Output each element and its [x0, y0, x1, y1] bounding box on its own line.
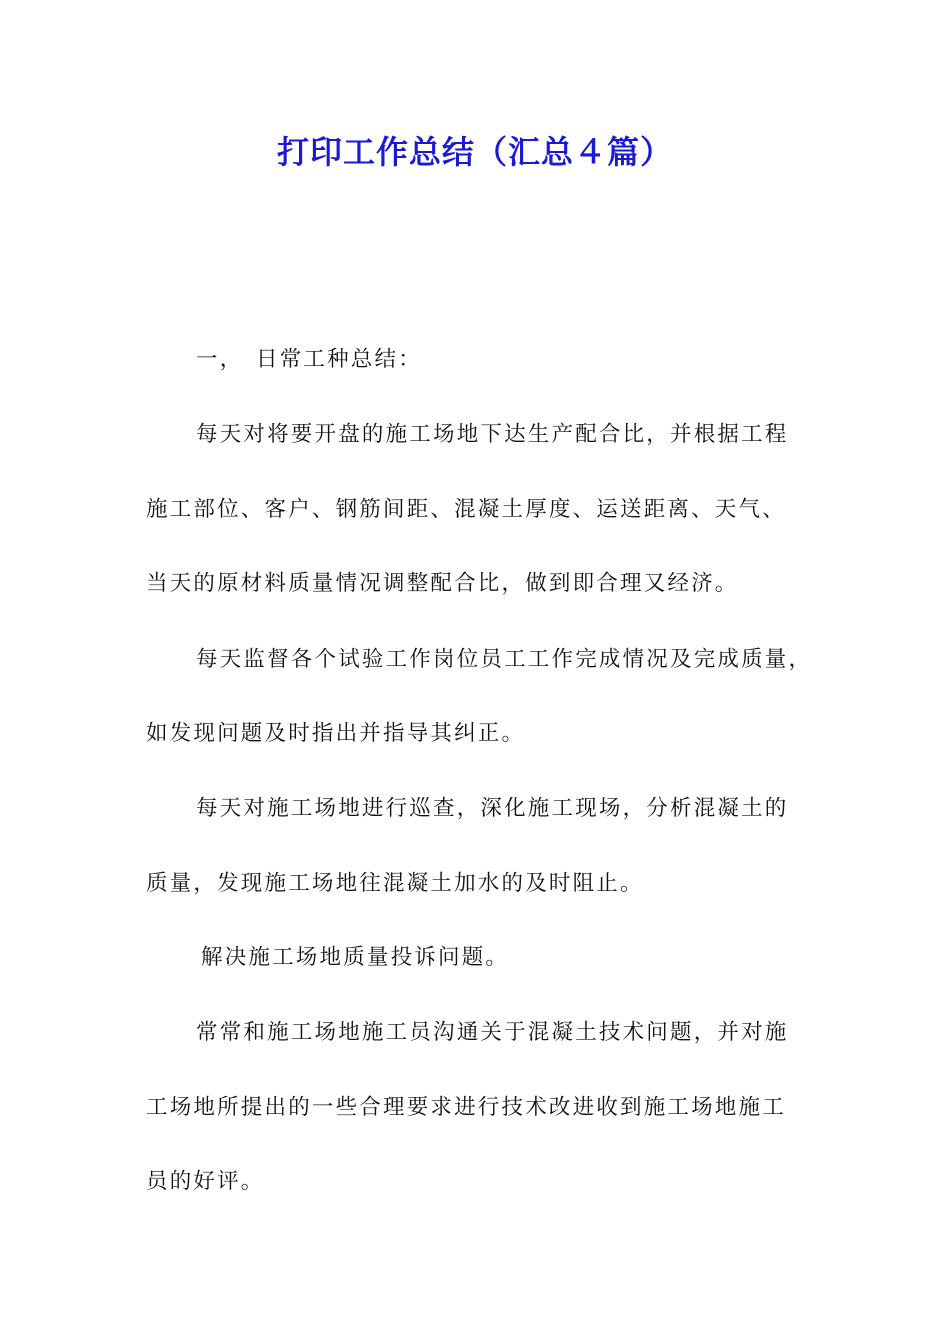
- paragraph-line: 每天监督各个试验工作岗位员工工作完成情况及完成质量，: [196, 647, 813, 672]
- paragraph-line: 解决施工场地质量投诉问题。: [201, 945, 510, 970]
- paragraph-line: 如发现问题及时指出并指导其纠正。: [146, 721, 526, 746]
- paragraph-line: 施工部位、客户、钢筋间距、混凝土厚度、运送距离、天气、: [146, 497, 786, 522]
- section-title: 日常工种总结：: [256, 347, 422, 372]
- paragraph-line: 工场地所提出的一些合理要求进行技术改进收到施工场地施工: [146, 1095, 786, 1120]
- paragraph-line: 当天的原材料质量情况调整配合比，做到即合理又经济。: [146, 571, 739, 596]
- section-number: 一，: [196, 347, 244, 372]
- document-title: 打印工作总结（汇总４篇）: [276, 133, 673, 171]
- paragraph-line: 每天对施工场地进行巡查，深化施工现场，分析混凝土的: [196, 796, 789, 821]
- paragraph-line: 员的好评。: [146, 1169, 265, 1194]
- paragraph-line: 常常和施工场地施工员沟通关于混凝土技术问题，并对施: [196, 1020, 789, 1045]
- paragraph-line: 质量，发现施工场地往混凝土加水的及时阻止。: [146, 871, 644, 896]
- paragraph-line: 每天对将要开盘的施工场地下达生产配合比，并根据工程: [196, 422, 789, 447]
